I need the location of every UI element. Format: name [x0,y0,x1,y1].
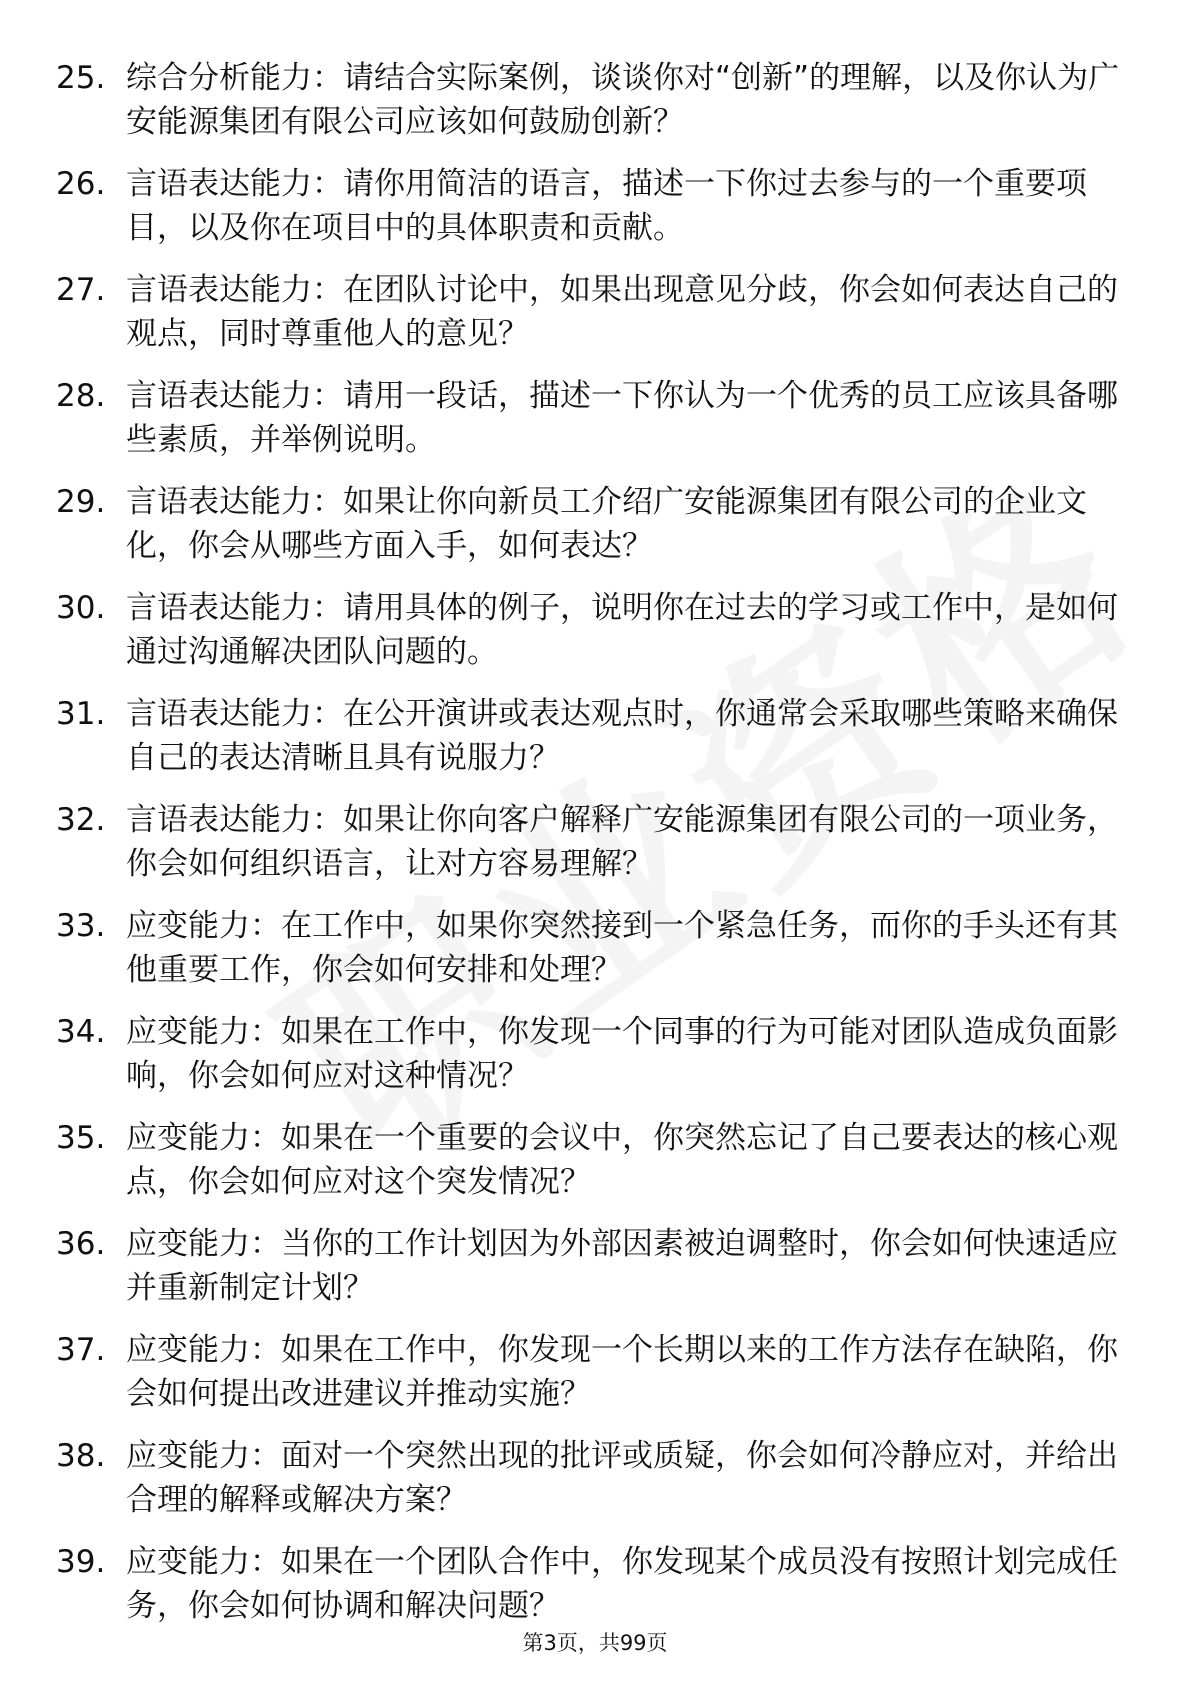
list-item [56,56,1136,144]
page-number: 第3页，共99页 [522,1631,668,1655]
question-text: 言语表达能力：如果让你向客户解释广安能源集团有限公司的一项业务，你会如何组织语言，让对方容易理解？ [126,802,1118,882]
question-text: 应变能力：如果在工作中，你发现一个长期以来的工作方法存在缺陷，你会如何提出改进建议并推动实施？ [126,1332,1118,1412]
question-number: 38. [56,1438,106,1474]
question-number: 25. [56,60,106,96]
question-number: 39. [56,1544,106,1580]
question-text: 应变能力：如果在一个重要的会议中，你突然忘记了自己要表达的核心观点，你会如何应对这个突发情况？ [126,1120,1118,1200]
question-number: 27. [56,272,106,308]
question-number: 26. [56,166,106,202]
list-item [56,1010,1136,1098]
question-text: 应变能力：在工作中，如果你突然接到一个紧急任务，而你的手头还有其他重要工作，你会如何安排和处理？ [126,908,1118,988]
question-text: 应变能力：当你的工作计划因为外部因素被迫调整时，你会如何快速适应并重新制定计划？ [126,1226,1118,1306]
question-number: 28. [56,378,106,414]
list-item [56,904,1136,992]
question-number: 29. [56,484,106,520]
question-text: 言语表达能力：请用一段话，描述一下你认为一个优秀的员工应该具备哪些素质，并举例说明。 [126,378,1118,458]
question-text: 应变能力：如果在工作中，你发现一个同事的行为可能对团队造成负面影响，你会如何应对这种情况？ [126,1014,1118,1094]
list-item [56,374,1136,462]
list-item [56,1434,1136,1522]
list-item [56,798,1136,886]
question-text: 综合分析能力：请结合实际案例，谈谈你对“创新”的理解，以及你认为广安能源集团有限公司应该如何鼓励创新？ [126,60,1120,140]
question-number: 34. [56,1014,106,1050]
question-text: 言语表达能力：在公开演讲或表达观点时，你通常会采取哪些策略来确保自己的表达清晰且具有说服力？ [126,696,1118,776]
list-item [56,480,1136,568]
list-item [56,1540,1136,1628]
question-number: 32. [56,802,106,838]
question-number: 36. [56,1226,106,1262]
question-number: 31. [56,696,106,732]
question-number: 30. [56,590,106,626]
question-text: 言语表达能力：如果让你向新员工介绍广安能源集团有限公司的企业文化，你会从哪些方面入手，如何表达？ [126,484,1087,564]
list-item [56,586,1136,674]
question-text: 应变能力：如果在一个团队合作中，你发现某个成员没有按照计划完成任务，你会如何协调和解决问题？ [126,1544,1118,1624]
question-number: 33. [56,908,106,944]
list-item [56,268,1136,356]
question-text: 言语表达能力：请用具体的例子，说明你在过去的学习或工作中，是如何通过沟通解决团队问题的。 [126,590,1118,670]
question-number: 35. [56,1120,106,1156]
question-text: 言语表达能力：请你用简洁的语言，描述一下你过去参与的一个重要项目，以及你在项目中的具体职责和贡献。 [126,166,1087,246]
list-item [56,162,1136,250]
list-item [56,692,1136,780]
list-item [56,1222,1136,1310]
list-item [56,1328,1136,1416]
question-number: 37. [56,1332,106,1368]
question-text: 言语表达能力：在团队讨论中，如果出现意见分歧，你会如何表达自己的观点，同时尊重他人的意见？ [126,272,1118,352]
question-list [56,56,1136,1646]
question-text: 应变能力：面对一个突然出现的批评或质疑，你会如何冷静应对，并给出合理的解释或解决方案？ [126,1438,1118,1518]
list-item [56,1116,1136,1204]
